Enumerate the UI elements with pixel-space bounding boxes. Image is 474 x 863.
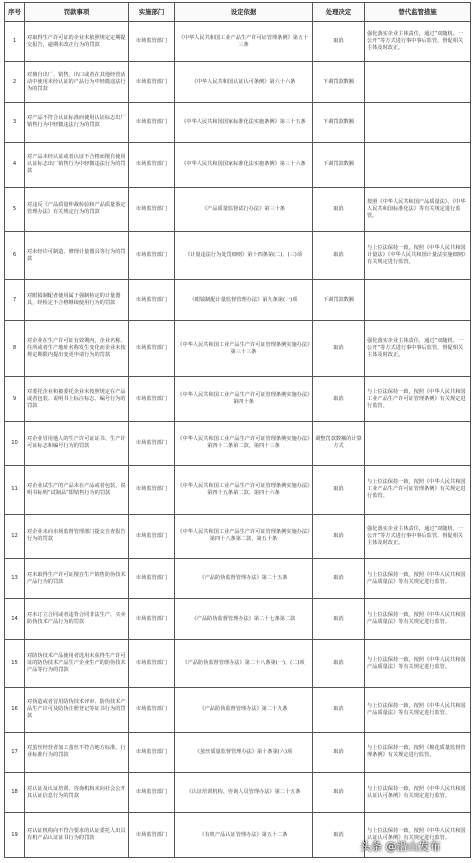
row-alternative: 与上位法保持一致，按照《中华人民共和国产品质量法》等有关规定进行监管。 — [365, 639, 471, 687]
row-decision: 下调罚款数额 — [313, 143, 365, 187]
row-basis: 《中华人民共和国工业产品生产许可证管理条例实施办法》第三十三条 — [175, 320, 313, 377]
row-alternative — [365, 143, 471, 187]
row-dept: 市场监管部门 — [129, 22, 175, 62]
row-alternative — [365, 102, 471, 142]
row-item: 对认证及认证培训、咨询机构未向社会公开其认证信息行为的罚款 — [25, 773, 129, 813]
row-decision: 取消 — [313, 377, 365, 421]
row-no: 1 — [5, 22, 25, 62]
row-decision: 下调罚款数额 — [313, 280, 365, 320]
table-row — [5, 22, 471, 62]
row-no: 19 — [5, 813, 25, 858]
table-row — [5, 377, 471, 421]
row-alternative: 与上位法保持一致，按照《中华人民共和国产品质量法》等有关规定进行监管。 — [365, 599, 471, 639]
row-dept: 市场监管部门 — [129, 421, 175, 465]
table-row — [5, 320, 471, 377]
row-no: 2 — [5, 62, 25, 102]
row-no: 10 — [5, 421, 25, 465]
row-dept: 市场监管部门 — [129, 187, 175, 231]
row-item: 对取得生产许可证的企业未依照规定定期提交报告，逾期未改正行为的罚款 — [25, 22, 129, 62]
row-alternative: 与上位法保持一致，按照《中华人民共和国认证认可条例》有关规定进行监管。 — [365, 773, 471, 813]
row-basis: 《中华人民共和国国家标准化法实施条例》第三十五条 — [175, 102, 313, 142]
table-row — [5, 231, 471, 279]
row-alternative — [365, 421, 471, 465]
row-no: 4 — [5, 143, 25, 187]
row-decision: 下调罚款数额 — [313, 62, 365, 102]
row-dept: 市场监管部门 — [129, 102, 175, 142]
table-header-row — [5, 3, 471, 22]
row-dept: 市场监管部门 — [129, 466, 175, 514]
table-row — [5, 102, 471, 142]
row-item: 对产品不符合认证标准而使用认证标志出厂销售行为中轻微违法行为的罚款 — [25, 102, 129, 142]
row-alternative: 与上位法保持一致，按照《中华人民共和国产品质量法》等有关规定进行监管。 — [365, 688, 471, 732]
row-item: 对茧丝经营者加工茧丝不符合地方标准、行业标准行为的罚款 — [25, 732, 129, 772]
row-alternative: 与上位法保持一致，按照《中华人民共和国工业产品生产许可证管理条例》有关规定进行监管。 — [365, 377, 471, 421]
table-row — [5, 187, 471, 231]
table-row — [5, 280, 471, 320]
row-decision: 取消 — [313, 732, 365, 772]
row-dept: 市场监管部门 — [129, 62, 175, 102]
row-decision: 取消 — [313, 559, 365, 599]
row-basis: 《眼镜制配计量监督管理办法》第九条第(一)项 — [175, 280, 313, 320]
row-basis: 《中华人民共和国工业产品生产许可证管理条例实施办法》第四十条 — [175, 377, 313, 421]
table-row — [5, 466, 471, 514]
row-item: 对认证机构向不符合要求的认证委托人出具有机产品认证证书行为的罚款 — [25, 813, 129, 858]
row-dept: 市场监管部门 — [129, 514, 175, 558]
header-item: 罚款事项 — [25, 3, 129, 22]
row-item: 对企业冒用他人的生产许可证证书、生产许可证标志和编号行为的罚款 — [25, 421, 129, 465]
row-alternative: 强化落实企业主体责任，通过“双随机、一公开”等方式进行事中事后监管，督促相关主体及时改正。 — [365, 22, 471, 62]
row-basis: 《产品防伪监督管理办法》第二十八条第(一)、(二)项 — [175, 639, 313, 687]
row-decision: 取消 — [313, 773, 365, 813]
table-row — [5, 421, 471, 465]
row-dept: 市场监管部门 — [129, 688, 175, 732]
table-row — [5, 559, 471, 599]
table-row — [5, 599, 471, 639]
row-dept: 市场监管部门 — [129, 559, 175, 599]
row-alternative: 强化落实企业主体责任，通过“双随机、一公开”等方式进行事中事后监管，督促相关主体及时改正。 — [365, 320, 471, 377]
table-row — [5, 143, 471, 187]
row-decision: 取消 — [313, 320, 365, 377]
header-basis: 设定依据 — [175, 3, 313, 22]
row-basis: 《产品防伪监督管理办法》第二十五条 — [175, 559, 313, 599]
row-item: 对防伪技术产品使用者选用未获得生产许可证的防伪技术产品生产企业生产的防伪技术产品等行为的罚款 — [25, 639, 129, 687]
row-item: 对企业在生产许可证有效期内，企业名称、住所或者生产地址名称发生变化而企业未按规定期限内提出变更申请行为的罚款 — [25, 320, 129, 377]
row-decision: 下调罚款数额 — [313, 102, 365, 142]
row-dept: 市场监管部门 — [129, 599, 175, 639]
row-decision: 取消 — [313, 514, 365, 558]
row-alternative: 按照《中华人民共和国产品质量法》、《中华人民共和国标准化法》等有关规定进行监管。 — [365, 187, 471, 231]
row-basis: 《产品防伪监督管理办法》第二十七条第二款 — [175, 599, 313, 639]
row-dept: 市场监管部门 — [129, 377, 175, 421]
row-basis: 《计量违法行为处罚细则》第十四条第(二)、(三)项 — [175, 231, 313, 279]
row-item: 对未订立合同或者违背合同非法生产、买卖防伪技术产品行为的罚款 — [25, 599, 129, 639]
row-no: 3 — [5, 102, 25, 142]
header-alternative: 替代监管措施 — [365, 3, 471, 22]
table-row — [5, 62, 471, 102]
row-item: 对眼镜制配者使用属于强制检定的计量器具，经检定不合格继续使用行为的罚款 — [25, 280, 129, 320]
row-basis: 《中华人民共和国工业产品生产许可证管理条例实施办法》第四十五条第二款、第四十六条 — [175, 466, 313, 514]
row-decision: 取消 — [313, 231, 365, 279]
row-no: 13 — [5, 559, 25, 599]
row-dept: 市场监管部门 — [129, 231, 175, 279]
row-no: 14 — [5, 599, 25, 639]
row-no: 7 — [5, 280, 25, 320]
row-no: 11 — [5, 466, 25, 514]
table-row — [5, 773, 471, 813]
row-basis: 《中华人民共和国工业产品生产许可证管理条例》第五十三条 — [175, 22, 313, 62]
row-basis: 《认证培训机构、咨询人员管理办法》第二十五条 — [175, 773, 313, 813]
row-item: 对委托企业和被委托企业未按照规定在产品或者包装、说明书上标注标志、编号行为的罚款 — [25, 377, 129, 421]
table-row — [5, 688, 471, 732]
header-no: 序号 — [5, 3, 25, 22]
row-dept: 市场监管部门 — [129, 143, 175, 187]
row-no: 18 — [5, 773, 25, 813]
row-alternative: 与上位法保持一致，按照《中华人民共和国工业产品生产许可证管理条例》有关规定进行监管。 — [365, 466, 471, 514]
row-decision: 取消 — [313, 187, 365, 231]
row-no: 17 — [5, 732, 25, 772]
row-item: 对未取得生产许可证擅自生产销售防伪技术产品行为的罚款 — [25, 559, 129, 599]
watermark: 头条 @沿山发布 — [360, 840, 441, 853]
row-alternative: 与上位法保持一致，按照《中华人民共和国产品质量法》等有关规定进行监管。 — [365, 559, 471, 599]
row-basis: 《产品防伪监督管理办法》第二十九条 — [175, 688, 313, 732]
header-dept: 实施部门 — [129, 3, 175, 22]
row-basis: 《中华人民共和国国家标准化法实施条例》第三十六条 — [175, 143, 313, 187]
row-basis: 《有机产品认证管理办法》第五十二条 — [175, 813, 313, 858]
row-basis: 《中华人民共和国认证认可条例》第六十六条 — [175, 62, 313, 102]
row-decision: 取消 — [313, 599, 365, 639]
table-row — [5, 514, 471, 558]
row-decision: 调整罚款数额的计算方式 — [313, 421, 365, 465]
row-decision: 取消 — [313, 688, 365, 732]
row-no: 9 — [5, 377, 25, 421]
row-alternative: 与上位法保持一致，按照《中华人民共和国认证认可条例》有关规定进行监管。 — [365, 813, 471, 858]
row-no: 6 — [5, 231, 25, 279]
row-decision: 取消 — [313, 639, 365, 687]
row-item: 对伪造或者冒用防伪技术评审、防伪技术产品生产许可及防伪注册登记等证书行为的罚款 — [25, 688, 129, 732]
row-alternative — [365, 62, 471, 102]
penalty-table — [4, 2, 471, 858]
row-dept: 市场监管部门 — [129, 320, 175, 377]
row-item: 对未经许可制造、修理计量器具等行为的罚款 — [25, 231, 129, 279]
table-row — [5, 732, 471, 772]
row-no: 16 — [5, 688, 25, 732]
row-alternative — [365, 280, 471, 320]
row-alternative: 与上位法保持一致，按照《棉花质量监督管理条例》有关规定进行监管。 — [365, 732, 471, 772]
row-item: 对企业试生产的产品未在产品或者包装、说明书标明“试制品”即销售行为的罚款 — [25, 466, 129, 514]
row-dept: 市场监管部门 — [129, 639, 175, 687]
row-decision: 取消 — [313, 466, 365, 514]
row-basis: 《中华人民共和国工业产品生产许可证管理条例实施办法》第四十二条第二款、第四十三条 — [175, 421, 313, 465]
row-dept: 市场监管部门 — [129, 732, 175, 772]
row-no: 5 — [5, 187, 25, 231]
row-dept: 市场监管部门 — [129, 773, 175, 813]
row-item: 对违反《产品质量仲裁检验和产品质量鉴定管理办法》有关规定行为的罚款 — [25, 187, 129, 231]
row-alternative: 强化落实企业主体责任，通过“双随机、一公开”等方式进行事中事后监管，督促相关主体及时改正。 — [365, 514, 471, 558]
row-no: 12 — [5, 514, 25, 558]
header-decision: 处理决定 — [313, 3, 365, 22]
row-no: 15 — [5, 639, 25, 687]
row-no: 8 — [5, 320, 25, 377]
row-item: 对擅自出厂、销售、出口或者在其他经营活动中使用未经认证的产品行为中轻微违法行为的罚款 — [25, 62, 129, 102]
row-decision: 取消 — [313, 22, 365, 62]
row-dept: 市场监管部门 — [129, 280, 175, 320]
row-basis: 《产品质量监督试行办法》第三十条 — [175, 187, 313, 231]
row-item: 对企业未向市场监督管理部门提交自查报告行为的罚款 — [25, 514, 129, 558]
row-item: 对产品未经认证或者认证不合格而擅自使用认证标志出厂销售行为中轻微违法行为的罚款 — [25, 143, 129, 187]
table-row — [5, 639, 471, 687]
row-alternative: 与上位法保持一致，按照《中华人民共和国计量法》《中华人民共和国计量法实施细则》有关规定进行监管。 — [365, 231, 471, 279]
row-basis: 《中华人民共和国工业产品生产许可证管理条例实施办法》第四十八条第二款、第五十条 — [175, 514, 313, 558]
row-dept: 市场监管部门 — [129, 813, 175, 858]
row-decision: 取消 — [313, 813, 365, 858]
row-basis: 《茧丝质量监督管理办法》第十条第(六)项 — [175, 732, 313, 772]
